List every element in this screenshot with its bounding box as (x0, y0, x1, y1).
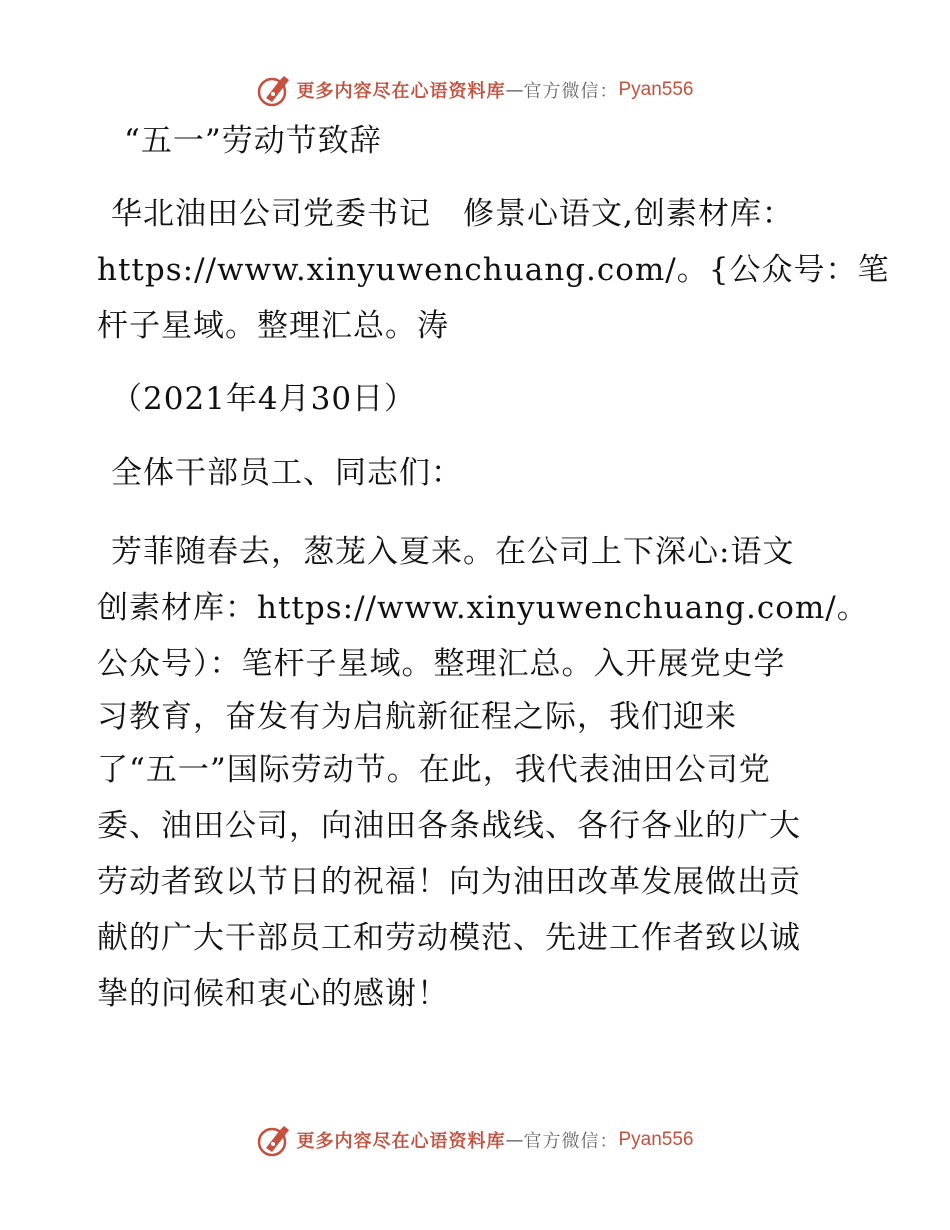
watermark-separator: — (505, 1129, 524, 1151)
body-line: 公众号）：笔杆子星域。整理汇总。入开展党史学 (97, 646, 786, 682)
pen-nib-logo-icon (256, 1122, 292, 1158)
watermark-wechat-label: 官方微信： (523, 1131, 619, 1152)
body-line: 芳菲随春去，葱茏入夏来。在公司上下深心:语文 (111, 534, 795, 570)
document-title: “五一”劳动节致辞 (124, 123, 382, 159)
watermark-brand: 更多内容尽在心语资料库 (296, 81, 506, 102)
body-line: 习教育，奋发有为启航新征程之际，我们迎来 (97, 699, 737, 735)
watermark-separator: — (505, 79, 524, 101)
greeting: 全体干部员工、同志们： (111, 455, 463, 491)
body-line: 创素材库：https://www.xinyuwenchuang.com/。 (97, 590, 869, 626)
footer-watermark (0, 1120, 950, 1160)
author-line: https://www.xinyuwenchuang.com/。{公众号：笔 (97, 252, 890, 288)
watermark-wechat-label: 官方微信： (523, 81, 619, 102)
document-date: （2021年4月30日） (111, 381, 417, 417)
header-watermark (0, 70, 950, 110)
body-line: 献的广大干部员工和劳动模范、先进工作者致以诚 (97, 920, 801, 956)
watermark-wechat-id: Pyan556 (618, 79, 694, 100)
body-line: 劳动者致以节日的祝福！向为油田改革发展做出贡 (97, 864, 801, 900)
author-line: 华北油田公司党委书记 修景心语文,创素材库： (111, 196, 794, 232)
watermark-wechat-id: Pyan556 (618, 1129, 694, 1150)
document-body (97, 118, 890, 1022)
body-line: 委、油田公司，向油田各条战线、各行各业的广大 (97, 808, 801, 844)
pen-nib-logo-icon (256, 72, 292, 108)
body-line: 挚的问候和衷心的感谢！ (97, 976, 449, 1012)
author-line: 杆子星域。整理汇总。涛 (97, 308, 449, 344)
watermark-brand: 更多内容尽在心语资料库 (296, 1131, 506, 1152)
body-line: 了“五一”国际劳动节。在此，我代表油田公司党 (97, 752, 771, 788)
